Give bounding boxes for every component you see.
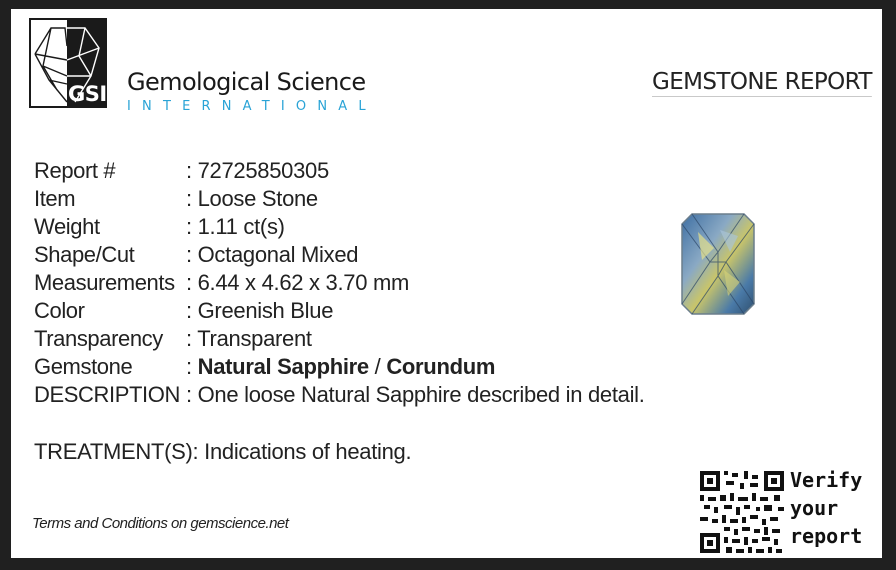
gemstone-species: Natural Sapphire (197, 354, 369, 379)
field-label: Report # (34, 158, 116, 183)
company-sub: INTERNATIONAL (127, 99, 377, 114)
field-value: : One loose Natural Sapphire described in detail. (186, 382, 645, 407)
value-separator: / (368, 354, 387, 379)
field-value: : Loose Stone (186, 186, 318, 211)
verify-line: report (790, 524, 863, 548)
company-name: Gemological Science (127, 68, 366, 96)
field-label: Measurements (34, 270, 175, 295)
company-block (127, 70, 377, 113)
gemstone-variety: Corundum (386, 354, 496, 379)
gemstone-report-card (11, 9, 882, 558)
report-title: GEMSTONE REPORT (652, 69, 872, 95)
field-label: Transparency (34, 326, 163, 351)
field-label: Weight (34, 214, 100, 239)
field-row (34, 297, 645, 325)
verify-line: your (790, 496, 839, 520)
field-label: Shape/Cut (34, 242, 135, 267)
qr-code[interactable] (700, 471, 784, 558)
field-row (34, 353, 645, 381)
verify-report-link[interactable] (790, 466, 862, 550)
field-row (34, 213, 645, 241)
field-row (34, 269, 645, 297)
field-value: : 6.44 x 4.62 x 3.70 mm (186, 270, 409, 295)
field-label: Gemstone (34, 354, 133, 379)
field-row (34, 241, 645, 269)
field-value: : Transparent (186, 326, 312, 351)
field-value: : 1.11 ct(s) (186, 214, 285, 239)
field-row (34, 325, 645, 353)
field-row (34, 381, 645, 409)
field-value: : 72725850305 (186, 158, 329, 183)
field-value-gemstone (186, 354, 495, 380)
gsi-logo (29, 18, 377, 114)
field-label: Color (34, 298, 85, 323)
gsi-logo-letters: GSI (68, 82, 107, 106)
value-prefix: : (186, 354, 198, 379)
field-label: Item (34, 186, 76, 211)
treatment-line: TREATMENT(S): Indications of heating. (34, 439, 412, 464)
field-value: : Octagonal Mixed (186, 242, 359, 267)
field-value: : Greenish Blue (186, 298, 334, 323)
gemstone-photo (680, 212, 756, 321)
field-row (34, 157, 645, 185)
field-label: DESCRIPTION (34, 382, 180, 407)
report-fields (34, 157, 645, 409)
terms-note: Terms and Conditions on gemscience.net (32, 515, 289, 532)
field-row (34, 185, 645, 213)
verify-line: Verify (790, 468, 863, 492)
